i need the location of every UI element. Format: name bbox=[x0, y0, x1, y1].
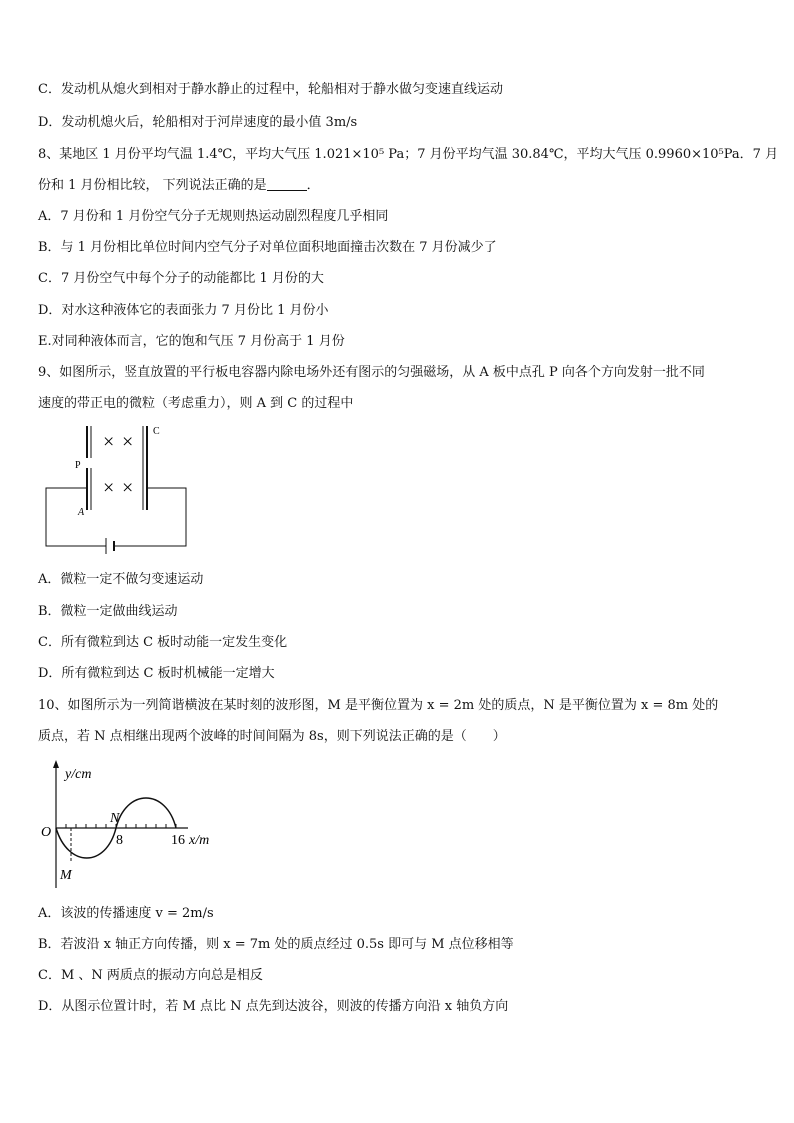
label-c: C bbox=[153, 426, 160, 437]
q7-option-d: D．发动机熄火后，轮船相对于河岸速度的最小值 3m/s bbox=[38, 115, 358, 130]
x-axis-label: x/m bbox=[189, 833, 210, 848]
field-cross-2: × bbox=[122, 431, 134, 453]
q10-option-d: D．从图示位置计时，若 M 点比 N 点先到达波谷，则波的传播方向沿 x 轴负方向 bbox=[38, 999, 509, 1014]
field-cross-1: × bbox=[103, 431, 115, 453]
q9-option-d: D．所有微粒到达 C 板时机械能一定增大 bbox=[38, 666, 275, 681]
answer-blank bbox=[267, 178, 307, 191]
q10-option-c: C．M 、N 两质点的振动方向总是相反 bbox=[38, 968, 263, 983]
q10-option-a: A．该波的传播速度 v = 2m/s bbox=[38, 906, 214, 921]
q8-stem-line2 bbox=[38, 177, 758, 195]
label-n: N bbox=[110, 811, 120, 826]
q7-option-c: C．发动机从熄火到相对于静水静止的过程中，轮船相对于静水做匀变速直线运动 bbox=[38, 82, 503, 97]
q8-option-e: E.对同种液体而言，它的饱和气压 7 月份高于 1 月份 bbox=[38, 334, 345, 349]
label-p: P bbox=[75, 460, 81, 471]
q10-stem-line1: 10、如图所示为一列简谐横波在某时刻的波形图，M 是平衡位置为 x = 2m 处的质点，N 是平衡位置为 x = 8m 处的 bbox=[38, 698, 719, 713]
field-cross-4: × bbox=[122, 477, 134, 499]
field-cross-3: × bbox=[103, 477, 115, 499]
label-m: M bbox=[60, 868, 72, 883]
q8-option-c: C．7 月份空气中每个分子的动能都比 1 月份的大 bbox=[38, 271, 324, 286]
q8-stem-line1: 8、某地区 1 月份平均气温 1.4℃，平均大气压 1.021×10⁵ Pa；7 月份平均气温 30.84℃，平均大气压 0.9960×10⁵Pa．7 月 bbox=[38, 147, 779, 162]
q9-option-a: A．微粒一定不做匀变速运动 bbox=[38, 572, 204, 587]
y-axis-label: y/cm bbox=[65, 767, 92, 782]
label-a: A bbox=[78, 507, 85, 518]
tick-label-16: 16 bbox=[171, 833, 185, 848]
q10-option-b: B．若波沿 x 轴正方向传播，则 x = 7m 处的质点经过 0.5s 即可与 M 点位移相等 bbox=[38, 937, 514, 952]
q9-stem-line2: 速度的带正电的微粒（考虑重力），则 A 到 C 的过程中 bbox=[38, 396, 354, 411]
q8-option-b: B．与 1 月份相比单位时间内空气分子对单位面积地面撞击次数在 7 月份减少了 bbox=[38, 240, 497, 255]
capacitor-figure bbox=[40, 420, 200, 555]
origin-label: O bbox=[41, 825, 52, 840]
q8-stem-text: 份和 1 月份相比较， 下列说法正确的是 bbox=[38, 178, 267, 193]
wire-left bbox=[46, 488, 106, 546]
y-axis-arrow bbox=[53, 760, 59, 768]
tick-label-8: 8 bbox=[116, 833, 123, 848]
q10-stem-line2: 质点，若 N 点相继出现两个波峰的时间间隔为 8s，则下列说法正确的是（ ） bbox=[38, 729, 506, 744]
q9-option-c: C．所有微粒到达 C 板时动能一定发生变化 bbox=[38, 635, 288, 650]
q8-option-d: D．对水这种液体它的表面张力 7 月份比 1 月份小 bbox=[38, 303, 329, 318]
q8-stem-end: ． bbox=[306, 178, 320, 193]
q8-option-a: A．7 月份和 1 月份空气分子无规则热运动剧烈程度几乎相同 bbox=[38, 209, 389, 224]
wave-figure bbox=[38, 758, 223, 890]
q9-stem-line1: 9、如图所示，竖直放置的平行板电容器内除电场外还有图示的匀强磁场，从 A 板中点孔 P 向各个方向发射一批不同 bbox=[38, 365, 705, 380]
q9-option-b: B．微粒一定做曲线运动 bbox=[38, 604, 178, 619]
